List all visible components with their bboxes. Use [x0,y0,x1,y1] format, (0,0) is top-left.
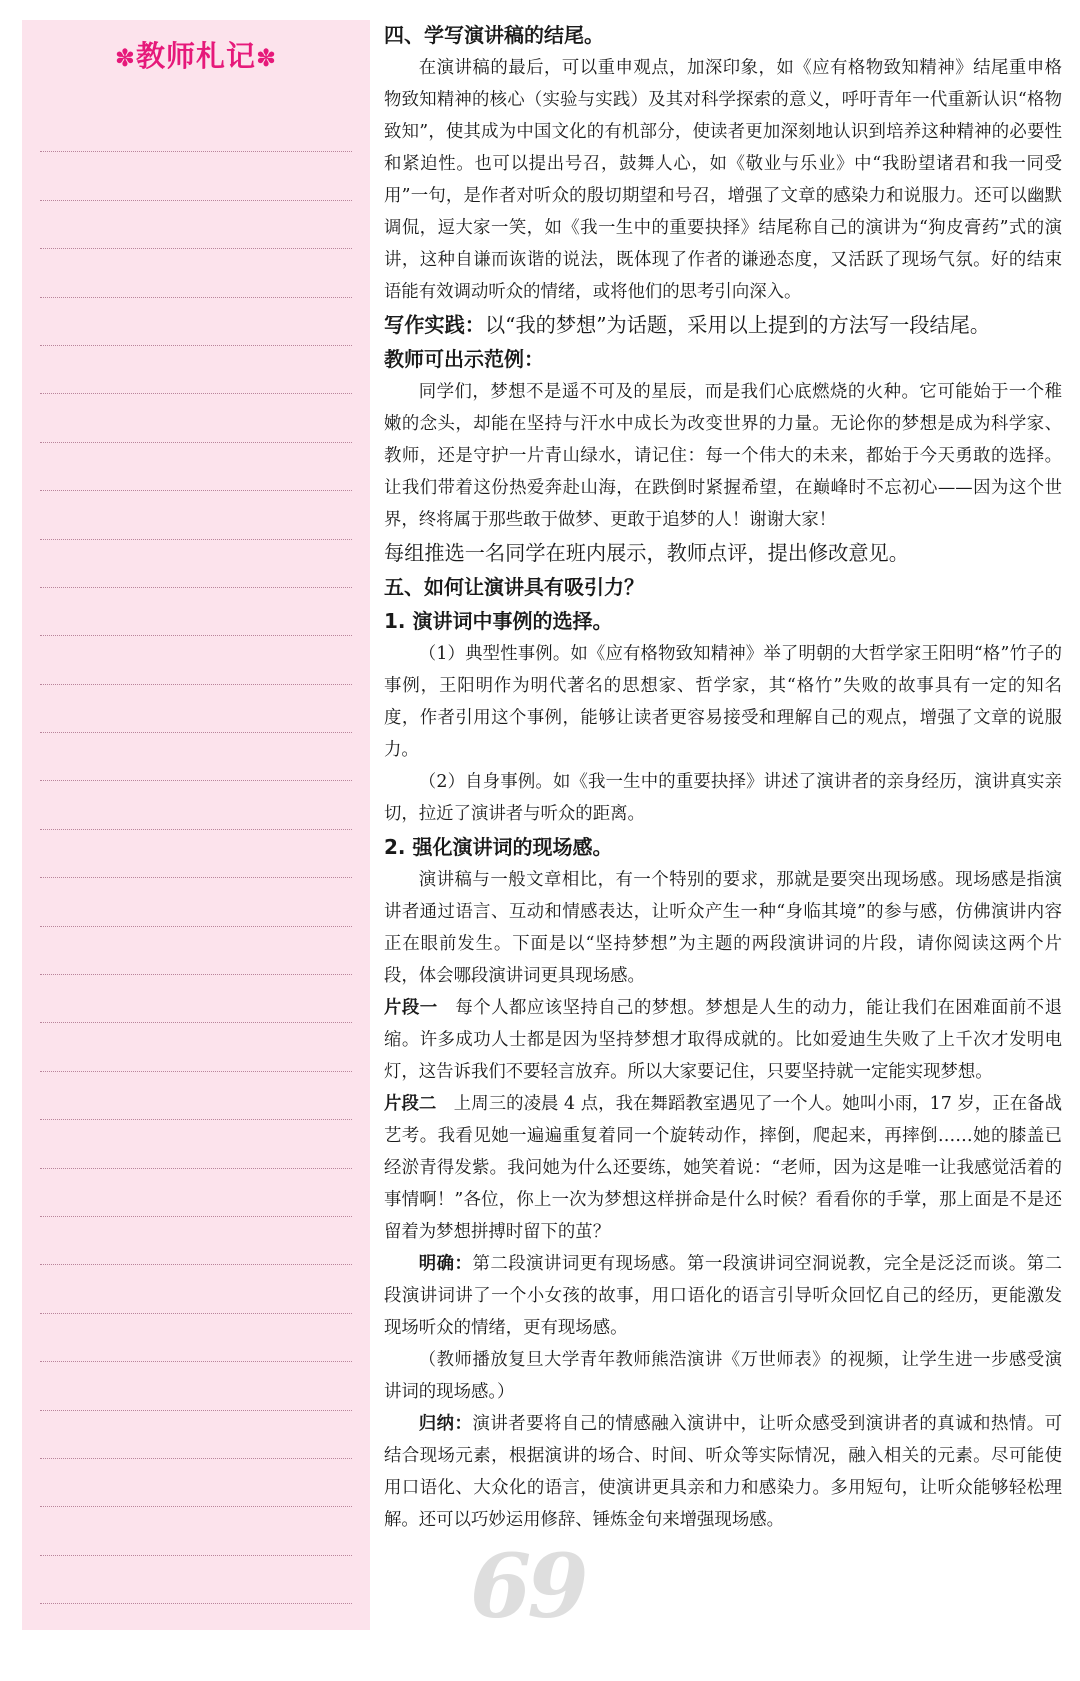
fragment-two-text: 上周三的凌晨 4 点，我在舞蹈教室遇见了一个人。她叫小雨，17 岁，正在备战艺考。我看见她一遍遍重复着同一个旋转动作，摔倒，爬起来，再摔倒……她的膝盖已经淤青得发紫。我问她为什么还要练，她笑着说：“老师，因为这是唯一让我感觉活着的事情啊！”各位，你上一次为梦想这样拼命是什么时候？看看你的手掌，那上面是不是还留着为梦想拼搏时留下的茧？ [384,1094,1062,1242]
notes-line [40,1023,352,1071]
notes-line [40,1556,352,1604]
notes-line [40,1217,352,1265]
clarification-paragraph [384,1248,1062,1344]
notes-line [40,491,352,539]
summary-text: 演讲者要将自己的情感融入演讲中，让听众感受到演讲者的真诚和热情。可结合现场元素，根据演讲的场合、时间、听众等实际情况，融入相关的元素。尽可能使用口语化、大众化的语言，使演讲更具亲和力和感染力。多用短句，让听众能够轻松理解。还可以巧妙运用修辞、锤炼金句来增强现场感。 [384,1414,1062,1530]
example-text: 同学们，梦想不是遥不可及的星辰，而是我们心底燃烧的火种。它可能始于一个稚嫩的念头，却能在坚持与汗水中成长为改变世界的力量。无论你的梦想是成为科学家、教师，还是守护一片青山绿水，请记住：每一个伟大的未来，都始于今天勇敢的选择。让我们带着这份热爱奔赴山海，在跌倒时紧握希望，在巅峰时不忘初心——因为这个世界，终将属于那些敢于做梦、更敢于追梦的人！谢谢大家！ [384,382,1062,530]
main-content [384,18,1062,1536]
summary-label: 归纳： [418,1414,473,1434]
notes-line [40,346,352,394]
practice-text: 以“我的梦想”为话题，采用以上提到的方法写一段结尾。 [484,313,991,337]
example-heading: 教师可出示范例： [384,347,544,371]
section5-heading: 五、如何让演讲具有吸引力？ [384,575,644,599]
notes-line [40,394,352,442]
notes-line [40,1362,352,1410]
flower-icon: ✽ [256,44,278,72]
notes-line [40,298,352,346]
self-example-paragraph: （2）自身事例。如《我一生中的重要抉择》讲述了演讲者的亲身经历，演讲真实亲切，拉近了演讲者与听众的距离。 [384,772,1062,824]
practice-label: 写作实践： [384,313,485,337]
flower-icon: ✽ [114,44,136,72]
display-text: 每组推选一名同学在班内展示，教师点评，提出修改意见。 [384,541,909,565]
notes-line [40,781,352,829]
subheading-1: 1. 演讲词中事例的选择。 [384,609,613,633]
notes-line [40,201,352,249]
section4-heading: 四、学写演讲稿的结尾。 [384,23,604,47]
fragment-two [384,1088,1062,1248]
notes-line [40,443,352,491]
notes-line [40,1265,352,1313]
fragment-one [384,992,1062,1088]
notes-line [40,927,352,975]
fragment-one-label: 片段一 [384,998,438,1018]
notes-line [40,540,352,588]
notes-line [40,249,352,297]
teacher-notes-panel [22,20,370,1630]
notes-line [40,588,352,636]
presence-paragraph: 演讲稿与一般文章相比，有一个特别的要求，那就是要突出现场感。现场感是指演讲者通过语言、互动和情感表达，让听众产生一种“身临其境”的参与感，仿佛演讲内容正在眼前发生。下面是以“坚持梦想”为主题的两段演讲词的片段，请你阅读这两个片段，体会哪段演讲词更具现场感。 [384,870,1062,986]
writing-practice [384,308,1062,342]
notes-line [40,1169,352,1217]
fragment-two-label: 片段二 [384,1094,437,1114]
clarification-label: 明确： [418,1254,473,1274]
typical-example-paragraph: （1）典型性事例。如《应有格物致知精神》举了明朝的大哲学家王阳明“格”竹子的事例，王阳明作为明代著名的思想家、哲学家，其“格竹”失败的故事具有一定的知名度，作者引用这个事例，能够让读者更容易接受和理解自己的观点，增强了文章的说服力。 [384,644,1062,760]
section4-body: 在演讲稿的最后，可以重申观点，加深印象，如《应有格物致知精神》结尾重申格物致知精神的核心（实验与实践）及其对科学探索的意义，呼吁青年一代重新认识“格物致知”，使其成为中国文化的有机部分，使读者更加深刻地认识到培养这种精神的必要性和紧迫性。也可以提出号召，鼓舞人心，如《敬业与乐业》中“我盼望诸君和我一同受用”一句，是作者对听众的殷切期望和号召，增强了文章的感染力和说服力。还可以幽默调侃，逗大家一笑，如《我一生中的重要抉择》结尾称自己的演讲为“狗皮膏药”式的演讲，这种自谦而诙谐的说法，既体现了作者的谦逊态度，又活跃了现场气氛。好的结束语能有效调动听众的情绪，或将他们的思考引向深入。 [384,58,1062,302]
notes-line [40,104,352,152]
page-number: 69 [470,1534,585,1638]
notes-line [40,152,352,200]
notes-line [40,1120,352,1168]
subheading-2: 2. 强化演讲词的现场感。 [384,835,613,859]
clarification-text: 第二段演讲词更有现场感。第一段演讲词空洞说教，完全是泛泛而谈。第二段演讲词讲了一个小女孩的故事，用口语化的语言引导听众回忆自己的经历，更能激发现场听众的情绪，更有现场感。 [384,1254,1062,1338]
notes-title-text: 教师札记 [135,39,256,73]
notes-line [40,1507,352,1555]
notes-line [40,1314,352,1362]
video-note: （教师播放复旦大学青年教师熊浩演讲《万世师表》的视频，让学生进一步感受演讲词的现场感。） [384,1350,1062,1402]
notes-title [22,34,370,75]
notes-line [40,1072,352,1120]
notes-writing-lines [40,104,352,1604]
notes-line [40,830,352,878]
summary-paragraph [384,1408,1062,1536]
notes-line [40,878,352,926]
notes-line [40,1411,352,1459]
notes-line [40,975,352,1023]
notes-line [40,685,352,733]
notes-line [40,1459,352,1507]
fragment-one-text: 每个人都应该坚持自己的梦想。梦想是人生的动力，能让我们在困难面前不退缩。许多成功人士都是因为坚持梦想才取得成就的。比如爱迪生失败了上千次才发明电灯，这告诉我们不要轻言放弃。所以大家要记住，只要坚持就一定能实现梦想。 [384,998,1062,1082]
notes-line [40,733,352,781]
notes-line [40,636,352,684]
